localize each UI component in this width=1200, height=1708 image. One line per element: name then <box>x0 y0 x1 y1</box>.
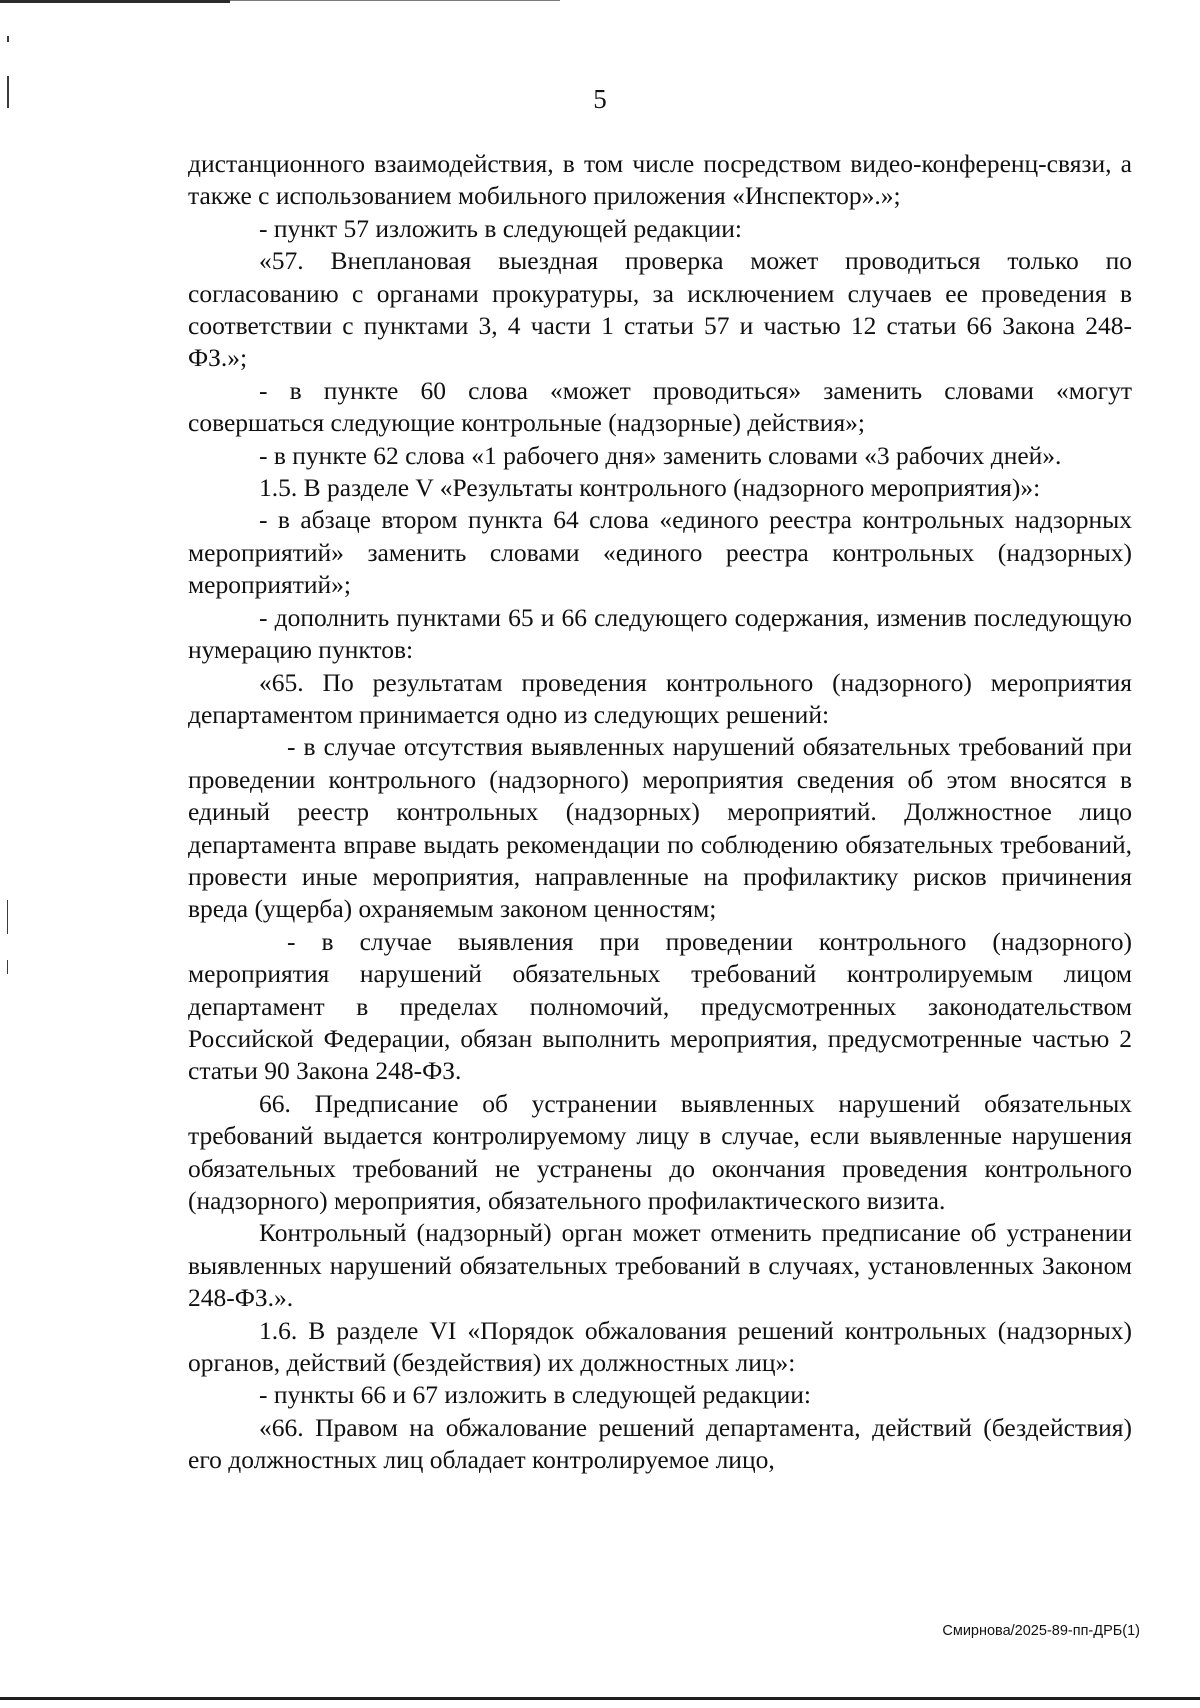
scan-margin-mark <box>7 960 8 974</box>
paragraph: - дополнить пунктами 65 и 66 следующего содержания, изменив последующую нумерацию пунктов: <box>188 602 1132 665</box>
paragraph: - в абзаце втором пункта 64 слова «единого реестра контрольных надзорных мероприятий» заменить словами «единого реестра контрольных (надзорных) мероприятий»; <box>188 505 1132 600</box>
paragraph: «66. Правом на обжалование решений департамента, действий (бездействия) его должностных лиц обладает контролируемое лицо, <box>188 1412 1132 1475</box>
section-heading: 1.6. В разделе VI «Порядок обжалования решений контрольных (надзорных) органов, действий (бездействия) их должностных лиц»: <box>188 1315 1132 1378</box>
paragraph: Контрольный (надзорный) орган может отменить предписание об устранении выявленных нарушений обязательных требований в случаях, установленных Законом 248-ФЗ.». <box>188 1218 1132 1313</box>
page-number: 5 <box>593 84 607 114</box>
paragraph: - пункты 66 и 67 изложить в следующей редакции: <box>259 1380 811 1410</box>
scan-edge-top <box>0 0 230 3</box>
scan-edge-top-thin <box>230 0 560 1</box>
paragraph: - в пункте 60 слова «может проводиться» заменить словами «могут совершаться следующие контрольные (надзорные) действия»; <box>188 375 1132 438</box>
scan-margin-mark <box>7 900 8 934</box>
scan-edge-bottom <box>0 1697 1200 1700</box>
paragraph: «65. По результатам проведения контрольного (надзорного) мероприятия департаментом принимается одно из следующих решений: <box>188 667 1132 729</box>
document-code-footer: Смирнова/2025-89-пп-ДРБ(1) <box>942 1623 1140 1639</box>
paragraph: «57. Внеплановая выездная проверка может проводиться только по согласованию с органами прокуратуры, за исключением случаев ее проведения в соответствии с пунктами 3, 4 части 1 статьи 57 и частью 12 статьи 66 Закона 248-ФЗ.»; <box>188 246 1132 373</box>
scan-margin-mark <box>7 36 9 42</box>
paragraph: - в случае отсутствия выявленных нарушений обязательных требований при проведении контрольного (надзорного) мероприятия сведения об этом вносятся в единый реестр контрольных (надзорных) мероприятий. Должностное лицо департамента вправе выдать рекомендации по соблюдению обязательных требований, провести иные мероприятия, направленные на профилактику рисков причинения вреда (ущерба) охраняемым законом ценностям; <box>188 732 1132 924</box>
paragraph: 66. Предписание об устранении выявленных нарушений обязательных требований выдается контролируемому лицу в случае, если выявленные нарушения обязательных требований не устранены до окончания проведения контрольного (надзорного) мероприятия, обязательного профилактического визита. <box>188 1088 1132 1215</box>
document-body <box>188 148 1132 1477</box>
paragraph: - в пункте 62 слова «1 рабочего дня» заменить словами «3 рабочих дней». <box>259 440 1062 470</box>
section-heading: 1.5. В разделе V «Результаты контрольного (надзорного мероприятия)»: <box>259 473 1041 503</box>
paragraph: - в случае выявления при проведении контрольного (надзорного) мероприятия нарушений обязательных требований контролируемым лицом департамент в пределах полномочий, предусмотренных законодательством Российской Федерации, обязан выполнить мероприятия, предусмотренные частью 2 статьи 90 Закона 248-ФЗ. <box>188 926 1132 1086</box>
paragraph: - пункт 57 изложить в следующей редакции: <box>259 213 742 243</box>
paragraph: дистанционного взаимодействия, в том числе посредством видео-конференц-связи, а также с использованием мобильного приложения «Инспектор».»; <box>188 149 1132 211</box>
